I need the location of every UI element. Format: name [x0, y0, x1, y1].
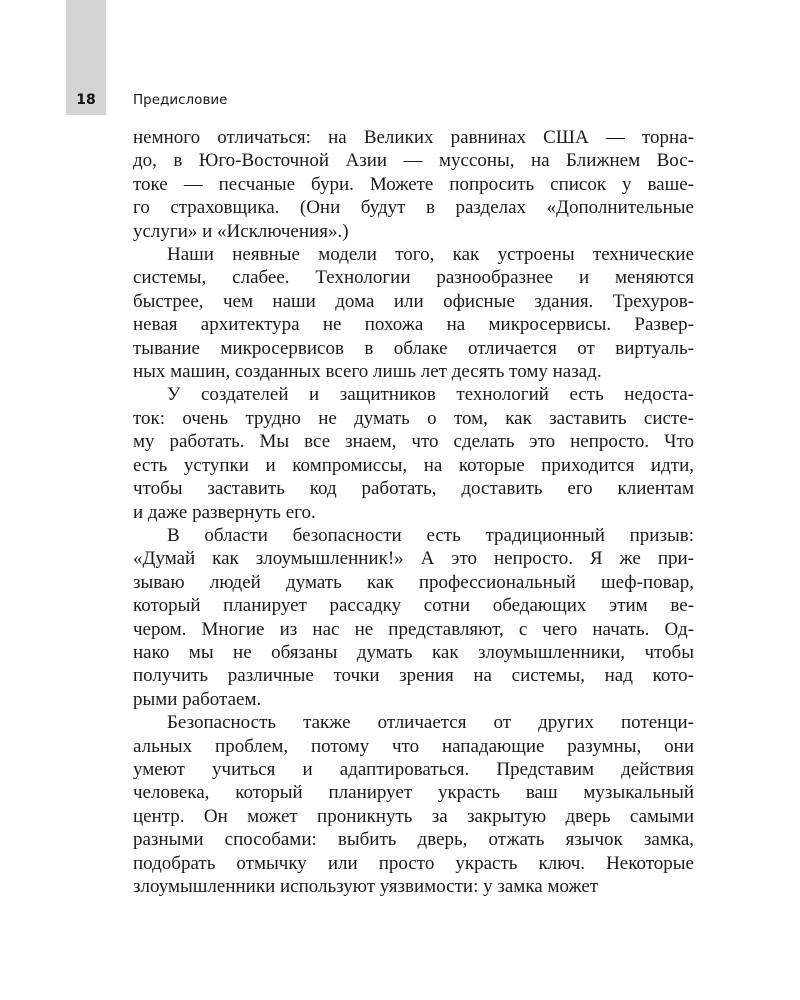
text-line: который планирует рассадку сотни обедающих этим ве-: [133, 595, 694, 617]
text-line: и даже развернуть его.: [133, 501, 316, 523]
text-line: подобрать отмычку или просто украсть ключ. Некоторые: [133, 852, 694, 874]
running-head-section-title: Предисловие: [133, 92, 228, 108]
text-line: до, в Юго-Восточной Азии — муссоны, на Ближнем Вос-: [133, 150, 694, 172]
text-line: чером. Многие из нас не представляют, с чего начать. Од-: [133, 618, 694, 640]
text-line: альных проблем, потому что нападающие разумны, они: [133, 735, 694, 757]
text-line: умеют учиться и адаптироваться. Представим действия: [133, 758, 694, 780]
text-line: услуги» и «Исключения».): [133, 220, 349, 242]
text-line: зываю людей думать как профессиональный шеф-повар,: [133, 571, 694, 593]
text-line: Наши неявные модели того, как устроены технические: [167, 244, 694, 266]
text-line: тывание микросервисов в облаке отличается от виртуаль-: [133, 337, 694, 359]
text-line: У создателей и защитников технологий есть недоста-: [167, 384, 694, 406]
body-text: [133, 126, 694, 898]
text-line: есть уступки и компромиссы, на которые приходится идти,: [133, 454, 694, 476]
text-line: чтобы заставить код работать, доставить его клиентам: [133, 478, 694, 500]
text-line: го страховщика. (Они будут в разделах «Дополнительные: [133, 197, 694, 219]
text-line: системы, слабее. Технологии разнообразнее и меняются: [133, 267, 694, 289]
text-line: му работать. Мы все знаем, что сделать это непросто. Что: [133, 431, 694, 453]
paragraph: [133, 711, 694, 898]
text-line: человека, который планирует украсть ваш музыкальный: [133, 782, 694, 804]
text-line: быстрее, чем наши дома или офисные здания. Трехуров-: [133, 290, 694, 312]
text-line: получить различные точки зрения на системы, над кото-: [133, 665, 694, 687]
text-line: В области безопасности есть традиционный призыв:: [167, 524, 694, 546]
text-line: токе — песчаные бури. Можете попросить список у ваше-: [133, 173, 694, 195]
text-line: разными способами: выбить дверь, отжать язычок замка,: [133, 829, 694, 851]
paragraph: [133, 243, 694, 383]
page-number: 18: [76, 92, 96, 108]
paragraph: [133, 524, 694, 711]
paragraph: [133, 383, 694, 523]
text-line: ных машин, созданных всего лишь лет десять тому назад.: [133, 361, 602, 383]
text-line: Безопасность также отличается от других потенци-: [167, 712, 694, 734]
text-line: ток: очень трудно не думать о том, как заставить систе-: [133, 407, 694, 429]
text-line: «Думай как злоумышленник!» А это непросто. Я же при-: [133, 548, 694, 570]
paragraph: [133, 126, 694, 243]
text-line: злоумышленники используют уязвимости: у замка может: [133, 876, 599, 897]
text-line: рыми работаем.: [133, 688, 262, 710]
text-line: невая архитектура не похожа на микросервисы. Развер-: [133, 314, 694, 336]
text-line: нако мы не обязаны думать как злоумышленники, чтобы: [133, 641, 694, 663]
text-line: немного отличаться: на Великих равнинах США — торна-: [133, 127, 694, 148]
text-line: центр. Он может проникнуть за закрытую дверь самыми: [133, 805, 694, 827]
